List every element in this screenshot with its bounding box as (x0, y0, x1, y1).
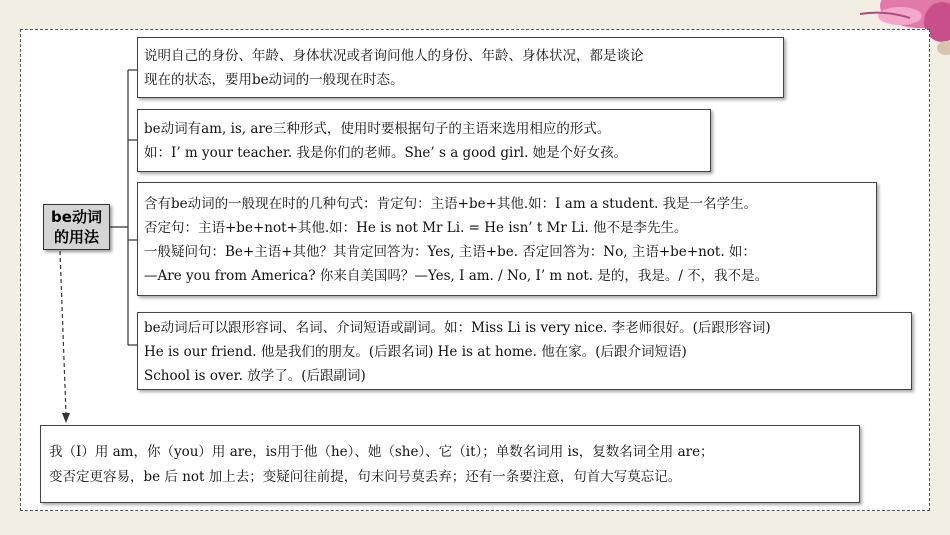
box2-line2: 如：I’ m your teacher. 我是你们的老师。She’ s a good girl. 她是个好女孩。 (144, 145, 628, 161)
rhyme-line2: 变否定更容易，be 后 not 加上去；变疑问往前提，句末问号莫丢弃；还有一条要注意，句首大写莫忘记。 (49, 469, 682, 485)
usage-box-3 (137, 182, 877, 296)
box4-line2: He is our friend. 他是我们的朋友。(后跟名词) He is at home. 他在家。(后跟介词短语) (144, 344, 687, 360)
topic-label-line2: 的用法 (53, 228, 99, 246)
rhyme-box (40, 425, 860, 503)
box3-line3: 一般疑问句：Be+主语+其他？其肯定回答为：Yes, 主语+be. 否定回答为：No, 主语+be+not. 如： (144, 244, 756, 260)
usage-box-2 (137, 109, 711, 172)
box2-line1: be动词有am, is, are三种形式，使用时要根据句子的主语来选用相应的形式。 (144, 121, 611, 137)
box3-line4: —Are you from America? 你来自美国吗？—Yes, I am. / No, I’ m not. 是的，我是。/ 不，我不是。 (144, 268, 769, 284)
usage-box-1 (137, 37, 784, 98)
topic-label-line1: be动词 (51, 208, 102, 226)
box3-line2: 否定句：主语+be+not+其他.如：He is not Mr Li. = He isn’ t Mr Li. 他不是李先生。 (144, 220, 688, 236)
rhyme-line1: 我（I）用 am，你（you）用 are，is用于他（he）、她（she）、它（it）；单数名词用 is，复数名词全用 are； (49, 444, 714, 460)
box1-line1: 说明自己的身份、年龄、身体状况或者询问他人的身份、年龄、身体状况，都是谈论 (144, 48, 644, 64)
usage-box-4 (137, 312, 912, 390)
box4-line3: School is over. 放学了。(后跟副词) (144, 368, 366, 384)
box3-line1: 含有be动词的一般现在时的几种句式：肯定句：主语+be+其他.如：I am a student. 我是一名学生。 (144, 196, 758, 212)
topic-label (43, 204, 110, 250)
box4-line1: be动词后可以跟形容词、名词、介词短语或副词。如：Miss Li is very nice. 李老师很好。(后跟形容词) (144, 320, 771, 336)
box1-line2: 现在的状态，要用be动词的一般现在时态。 (144, 72, 404, 88)
